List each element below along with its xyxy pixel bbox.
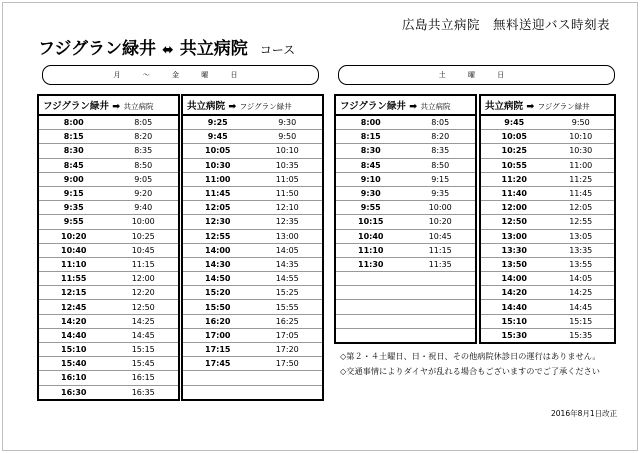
arrival-time: 13:35 xyxy=(548,243,616,257)
table-row xyxy=(182,243,323,257)
departure-time: 12:45 xyxy=(38,300,109,314)
table-row xyxy=(182,314,323,328)
table-header xyxy=(182,95,323,115)
arrival-time: 8:50 xyxy=(109,158,180,172)
arrival-time: 13:00 xyxy=(253,229,324,243)
arrival-time xyxy=(406,300,477,314)
departure-time: 14:30 xyxy=(182,257,253,271)
table-row xyxy=(38,215,179,229)
arrival-time: 12:55 xyxy=(548,215,616,229)
arrival-time: 11:50 xyxy=(253,186,324,200)
arrival-time: 9:05 xyxy=(109,172,180,186)
departure-time: 8:30 xyxy=(38,144,109,158)
arrival-time: 9:30 xyxy=(253,115,324,130)
arrival-time: 12:35 xyxy=(253,215,324,229)
arrival-time: 13:05 xyxy=(548,229,616,243)
header-destination: フジグラン緑井 xyxy=(537,102,590,111)
departure-time: 11:20 xyxy=(480,172,548,186)
departure-time: 11:10 xyxy=(335,243,406,257)
departure-time: 8:00 xyxy=(335,115,406,130)
departure-time: 10:55 xyxy=(480,158,548,172)
table-row xyxy=(480,257,615,271)
arrival-time: 10:20 xyxy=(406,215,477,229)
table-row xyxy=(480,158,615,172)
table-row xyxy=(480,328,615,343)
table-row xyxy=(335,328,476,343)
table-row xyxy=(38,272,179,286)
table-row xyxy=(335,186,476,200)
departure-time: 9:25 xyxy=(182,115,253,130)
arrival-time xyxy=(406,272,477,286)
arrival-time: 12:00 xyxy=(109,272,180,286)
arrival-time: 10:30 xyxy=(548,144,616,158)
arrival-time xyxy=(253,371,324,385)
table-row xyxy=(480,272,615,286)
arrival-time: 14:45 xyxy=(109,328,180,342)
departure-time: 9:45 xyxy=(480,115,548,130)
table-row xyxy=(335,158,476,172)
departure-time: 8:00 xyxy=(38,115,109,130)
departure-time: 9:30 xyxy=(335,186,406,200)
arrival-time: 12:20 xyxy=(109,286,180,300)
table-row xyxy=(182,144,323,158)
departure-time: 10:30 xyxy=(182,158,253,172)
arrival-time: 14:05 xyxy=(548,272,616,286)
departure-time: 11:10 xyxy=(38,257,109,271)
table-row xyxy=(480,144,615,158)
header-origin: 共立病院 xyxy=(485,101,524,112)
departure-time: 10:20 xyxy=(38,229,109,243)
saturday-label: 土 曜 日 xyxy=(338,65,615,85)
route-to: 共立病院 xyxy=(179,39,248,59)
arrival-time: 8:20 xyxy=(109,130,180,144)
table-row xyxy=(182,371,323,385)
departure-time: 13:30 xyxy=(480,243,548,257)
departure-time: 14:20 xyxy=(38,314,109,328)
arrival-time: 10:10 xyxy=(548,130,616,144)
arrival-time: 9:35 xyxy=(406,186,477,200)
departure-time: 12:30 xyxy=(182,215,253,229)
departure-time: 9:00 xyxy=(38,172,109,186)
table-row xyxy=(335,115,476,130)
departure-time: 9:45 xyxy=(182,130,253,144)
table-row xyxy=(480,314,615,328)
arrow-right-icon: ➡ xyxy=(526,101,535,112)
departure-time: 16:30 xyxy=(38,385,109,400)
departure-time xyxy=(335,286,406,300)
table-header xyxy=(38,95,179,115)
arrival-time: 17:05 xyxy=(253,328,324,342)
header-destination: 共立病院 xyxy=(420,102,451,111)
arrival-time: 15:15 xyxy=(548,314,616,328)
table-row xyxy=(335,215,476,229)
table-row xyxy=(38,343,179,357)
table-header xyxy=(335,95,476,115)
arrival-time: 11:45 xyxy=(548,186,616,200)
table-row xyxy=(182,172,323,186)
arrival-time: 15:45 xyxy=(109,357,180,371)
departure-time: 8:15 xyxy=(335,130,406,144)
arrival-time xyxy=(406,286,477,300)
table-row xyxy=(480,186,615,200)
table-row xyxy=(182,229,323,243)
arrival-time: 9:20 xyxy=(109,186,180,200)
table-row xyxy=(38,130,179,144)
table-row xyxy=(480,243,615,257)
arrival-time: 9:15 xyxy=(406,172,477,186)
departure-time: 11:00 xyxy=(182,172,253,186)
table-row xyxy=(182,328,323,342)
departure-time: 12:55 xyxy=(182,229,253,243)
route-title xyxy=(38,34,295,59)
arrival-time: 12:05 xyxy=(548,201,616,215)
arrival-time: 9:40 xyxy=(109,201,180,215)
departure-time xyxy=(182,371,253,385)
header-origin: 共立病院 xyxy=(187,101,226,112)
arrow-right-icon: ➡ xyxy=(409,101,418,112)
arrival-time: 11:35 xyxy=(406,257,477,271)
table-row xyxy=(182,257,323,271)
table-row xyxy=(182,130,323,144)
table-row xyxy=(480,172,615,186)
table-row xyxy=(38,300,179,314)
table-row xyxy=(182,300,323,314)
table-row xyxy=(335,314,476,328)
table-row xyxy=(480,130,615,144)
departure-time: 11:40 xyxy=(480,186,548,200)
arrival-time: 11:15 xyxy=(109,257,180,271)
table-row xyxy=(480,115,615,130)
table-row xyxy=(38,357,179,371)
departure-time: 10:05 xyxy=(480,130,548,144)
table-row xyxy=(38,385,179,400)
page-header: 広島共立病院 無料送迎バス時刻表 xyxy=(402,17,611,32)
arrival-time: 8:05 xyxy=(109,115,180,130)
table-row xyxy=(38,314,179,328)
departure-time: 17:00 xyxy=(182,328,253,342)
table-row xyxy=(182,115,323,130)
course-label: コース xyxy=(259,43,296,57)
table-row xyxy=(335,300,476,314)
departure-time: 9:15 xyxy=(38,186,109,200)
table-row xyxy=(182,158,323,172)
table-row xyxy=(182,286,323,300)
departure-time: 12:15 xyxy=(38,286,109,300)
departure-time: 15:30 xyxy=(480,328,548,343)
note-line: ◇第２・４土曜日、日・祝日、その他病院休診日の運行はありません。 xyxy=(340,351,601,361)
arrival-time: 10:00 xyxy=(109,215,180,229)
arrival-time xyxy=(406,314,477,328)
arrival-time: 11:25 xyxy=(548,172,616,186)
departure-time: 12:00 xyxy=(480,201,548,215)
arrival-time: 9:50 xyxy=(253,130,324,144)
departure-time: 10:40 xyxy=(38,243,109,257)
arrival-time: 8:50 xyxy=(406,158,477,172)
table-row xyxy=(335,286,476,300)
arrival-time: 8:35 xyxy=(406,144,477,158)
departure-time: 16:10 xyxy=(38,371,109,385)
table-row xyxy=(38,172,179,186)
table-row xyxy=(182,357,323,371)
table-row xyxy=(38,257,179,271)
departure-time: 9:55 xyxy=(38,215,109,229)
arrival-time: 11:00 xyxy=(548,158,616,172)
table-row xyxy=(182,201,323,215)
arrival-time: 9:50 xyxy=(548,115,616,130)
arrival-time: 10:10 xyxy=(253,144,324,158)
arrival-time: 16:35 xyxy=(109,385,180,400)
departure-time: 10:15 xyxy=(335,215,406,229)
table-row xyxy=(38,201,179,215)
departure-time: 9:55 xyxy=(335,201,406,215)
arrival-time: 8:20 xyxy=(406,130,477,144)
departure-time: 16:20 xyxy=(182,314,253,328)
departure-time: 10:05 xyxy=(182,144,253,158)
departure-time: 15:40 xyxy=(38,357,109,371)
departure-time: 12:50 xyxy=(480,215,548,229)
arrival-time: 8:05 xyxy=(406,115,477,130)
departure-time xyxy=(335,300,406,314)
note-line: ◇交通事情によりダイヤが乱れる場合もございますのでご了承ください xyxy=(340,366,600,376)
departure-time: 14:20 xyxy=(480,286,548,300)
departure-time: 8:15 xyxy=(38,130,109,144)
route-from: フジグラン緑井 xyxy=(38,39,156,59)
table-row xyxy=(480,286,615,300)
arrival-time: 17:20 xyxy=(253,343,324,357)
table-row xyxy=(480,201,615,215)
arrival-time: 15:55 xyxy=(253,300,324,314)
departure-time: 8:45 xyxy=(38,158,109,172)
arrival-time xyxy=(253,385,324,400)
table-row xyxy=(480,215,615,229)
weekday-label: 月 ～ 金 曜 日 xyxy=(42,65,319,85)
table-row xyxy=(38,186,179,200)
departure-time: 14:00 xyxy=(480,272,548,286)
departure-time: 14:50 xyxy=(182,272,253,286)
departure-time: 14:00 xyxy=(182,243,253,257)
arrow-right-icon: ➡ xyxy=(228,101,237,112)
table-row xyxy=(335,257,476,271)
departure-time xyxy=(335,314,406,328)
arrival-time: 15:25 xyxy=(253,286,324,300)
arrival-time: 16:25 xyxy=(253,314,324,328)
table-row xyxy=(182,186,323,200)
arrow-right-icon: ➡ xyxy=(112,101,121,112)
arrival-time: 8:35 xyxy=(109,144,180,158)
departure-time: 15:10 xyxy=(480,314,548,328)
departure-time xyxy=(182,385,253,400)
arrival-time: 10:45 xyxy=(109,243,180,257)
table-row xyxy=(182,343,323,357)
arrival-time: 12:50 xyxy=(109,300,180,314)
arrival-time: 17:50 xyxy=(253,357,324,371)
table-row xyxy=(38,243,179,257)
table-row xyxy=(38,229,179,243)
departure-time: 9:10 xyxy=(335,172,406,186)
departure-time: 15:20 xyxy=(182,286,253,300)
arrival-time: 11:05 xyxy=(253,172,324,186)
departure-time: 12:05 xyxy=(182,201,253,215)
arrival-time: 10:35 xyxy=(253,158,324,172)
departure-time: 8:45 xyxy=(335,158,406,172)
arrival-time: 12:10 xyxy=(253,201,324,215)
departure-time: 14:40 xyxy=(38,328,109,342)
arrival-time: 16:15 xyxy=(109,371,180,385)
arrival-time xyxy=(406,328,477,343)
table-row xyxy=(335,272,476,286)
saturday-from-fujigrand-table xyxy=(334,94,477,344)
table-row xyxy=(335,172,476,186)
arrival-time: 15:35 xyxy=(548,328,616,343)
header-destination: 共立病院 xyxy=(123,102,154,111)
table-row xyxy=(38,115,179,130)
notes xyxy=(340,349,601,379)
table-row xyxy=(38,328,179,342)
table-row xyxy=(335,229,476,243)
arrival-time: 11:15 xyxy=(406,243,477,257)
table-row xyxy=(335,201,476,215)
arrival-time: 14:05 xyxy=(253,243,324,257)
table-row xyxy=(182,272,323,286)
departure-time: 9:35 xyxy=(38,201,109,215)
header-origin: フジグラン緑井 xyxy=(43,101,109,112)
table-row xyxy=(480,229,615,243)
table-row xyxy=(335,130,476,144)
header-origin: フジグラン緑井 xyxy=(340,101,406,112)
departure-time: 11:45 xyxy=(182,186,253,200)
revision-date: 2016年8月1日改正 xyxy=(551,409,618,418)
departure-time: 15:10 xyxy=(38,343,109,357)
departure-time: 10:40 xyxy=(335,229,406,243)
header-destination: フジグラン緑井 xyxy=(239,102,292,111)
departure-time: 11:55 xyxy=(38,272,109,286)
arrival-time: 14:45 xyxy=(548,300,616,314)
arrival-time: 10:45 xyxy=(406,229,477,243)
table-row xyxy=(38,286,179,300)
departure-time: 14:40 xyxy=(480,300,548,314)
weekday-from-fujigrand-table xyxy=(37,94,180,401)
table-row xyxy=(38,144,179,158)
table-row xyxy=(38,158,179,172)
departure-time: 17:15 xyxy=(182,343,253,357)
arrival-time: 13:55 xyxy=(548,257,616,271)
arrival-time: 14:55 xyxy=(253,272,324,286)
table-row xyxy=(182,385,323,400)
bidirectional-arrow-icon: ⬌ xyxy=(161,42,174,58)
departure-time xyxy=(335,272,406,286)
departure-time: 13:00 xyxy=(480,229,548,243)
arrival-time: 14:25 xyxy=(109,314,180,328)
table-row xyxy=(182,215,323,229)
weekday-from-kyoritsu-table xyxy=(181,94,324,401)
table-row xyxy=(480,300,615,314)
departure-time: 10:25 xyxy=(480,144,548,158)
table-row xyxy=(38,371,179,385)
departure-time: 8:30 xyxy=(335,144,406,158)
departure-time xyxy=(335,328,406,343)
arrival-time: 10:00 xyxy=(406,201,477,215)
departure-time: 17:45 xyxy=(182,357,253,371)
arrival-time: 14:35 xyxy=(253,257,324,271)
departure-time: 13:50 xyxy=(480,257,548,271)
arrival-time: 14:25 xyxy=(548,286,616,300)
table-header xyxy=(480,95,615,115)
saturday-from-kyoritsu-table xyxy=(479,94,616,344)
arrival-time: 10:25 xyxy=(109,229,180,243)
arrival-time: 15:15 xyxy=(109,343,180,357)
table-row xyxy=(335,144,476,158)
table-row xyxy=(335,243,476,257)
departure-time: 11:30 xyxy=(335,257,406,271)
departure-time: 15:50 xyxy=(182,300,253,314)
